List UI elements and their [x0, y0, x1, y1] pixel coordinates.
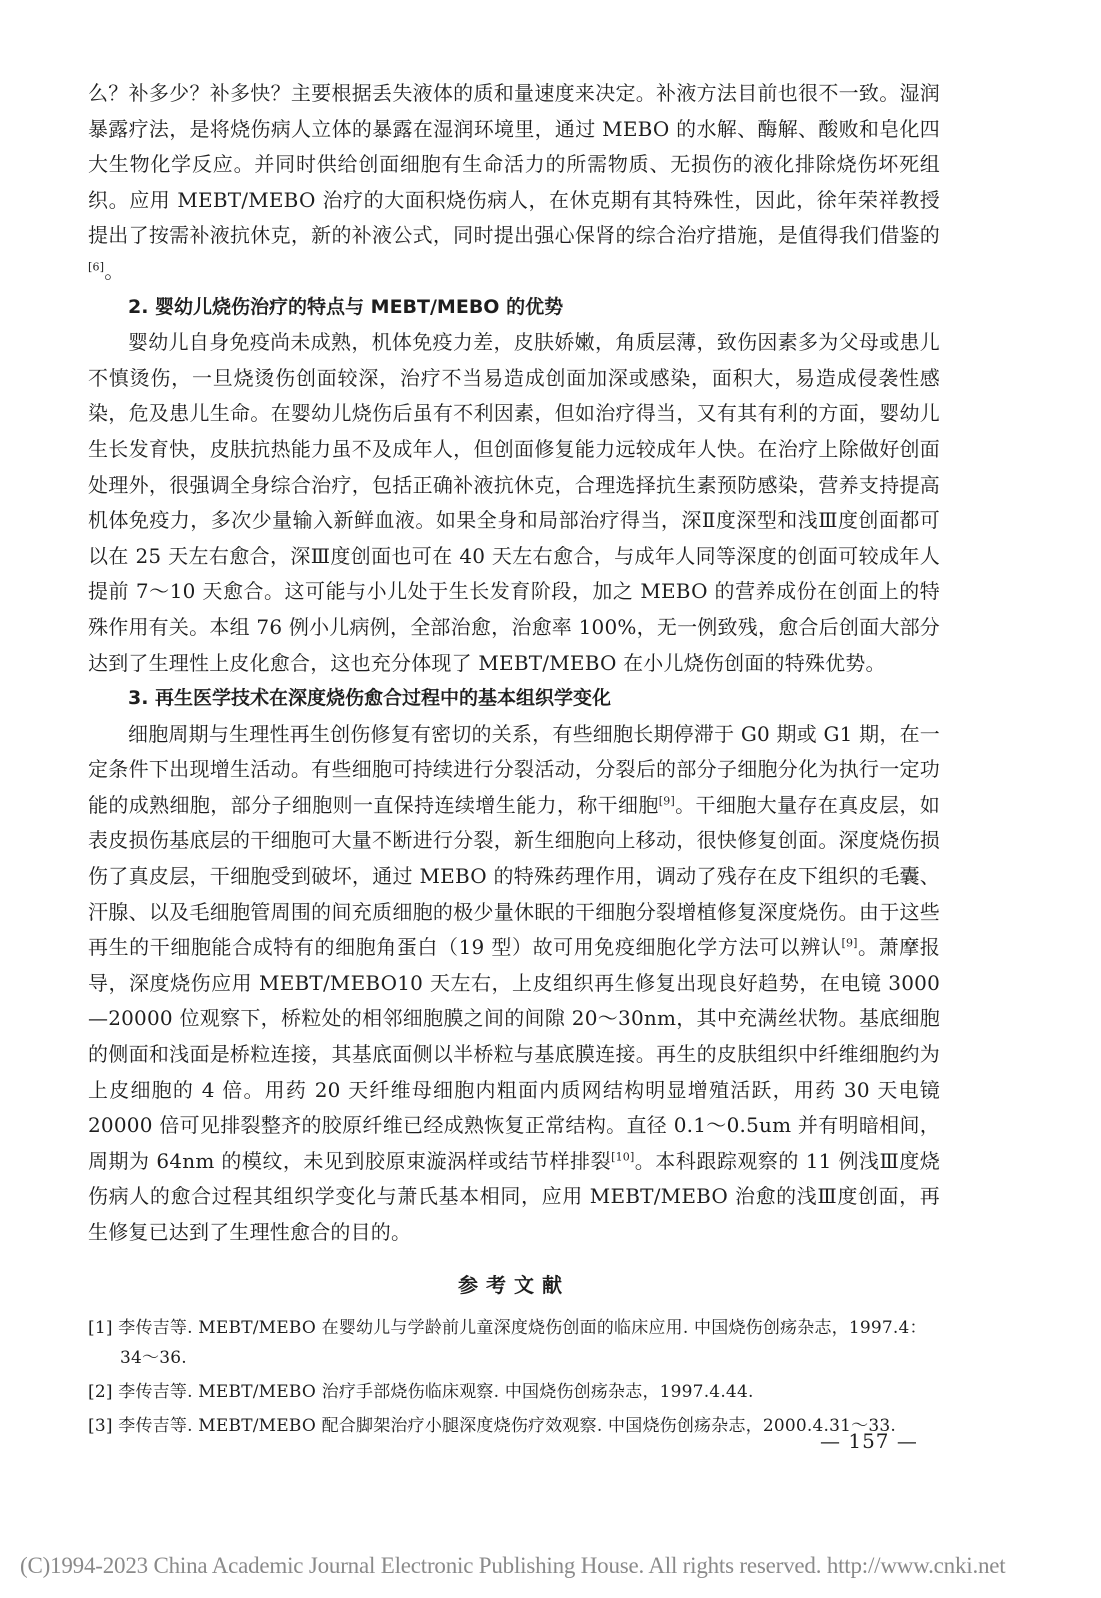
paragraph-text: 么？补多少？补多快？主要根据丢失液体的质和量速度来决定。补液方法目前也很不一致。湿润暴露疗法，是将烧伤病人立体的暴露在湿润环境里，通过 MEBO 的水解、酶解、酸败和皂化四大生物化学反应。并同时供给创面细胞有生命活力的所需物质、无损伤的液化排除烧伤坏死组织。应用 MEBT/MEBO 治疗的大面积烧伤病人，在休克期有其特殊性，因此，徐年荣祥教授提出了按需补液抗休克，新的补液公式，同时提出强心保肾的综合治疗措施，是值得我们借鉴的	[88, 81, 940, 248]
page-content	[88, 76, 940, 1441]
section-heading-2: 2. 婴幼儿烧伤治疗的特点与 MEBT/MEBO 的优势	[128, 295, 564, 318]
reference-item: [3] 李传吉等. MEBT/MEBO 配合脚架治疗小腿深度烧伤疗效观察. 中国烧伤创疡杂志，2000.4.31～33.	[88, 1415, 896, 1436]
citation: [6]	[88, 260, 105, 274]
body-paragraph-3	[88, 717, 940, 1251]
reference-item: [2] 李传吉等. MEBT/MEBO 治疗手部烧伤临床观察. 中国烧伤创疡杂志，1997.4.44.	[88, 1381, 754, 1402]
citation: [9]	[841, 936, 858, 950]
reference-list	[88, 1313, 940, 1441]
body-paragraph-2: 婴幼儿自身免疫尚未成熟，机体免疫力差，皮肤娇嫩，角质层薄，致伤因素多为父母或患儿不慎烫伤，一旦烧烫伤创面较深，治疗不当易造成创面加深或感染，面积大，易造成侵袭性感染，危及患儿生命。在婴幼儿烧伤后虽有不利因素，但如治疗得当，又有其有利的方面，婴幼儿生长发育快，皮肤抗热能力虽不及成年人，但创面修复能力远较成年人快。在治疗上除做好创面处理外，很强调全身综合治疗，包括正确补液抗休克，合理选择抗生素预防感染，营养支持提高机体免疫力，多次少量输入新鲜血液。如果全身和局部治疗得当，深Ⅱ度深型和浅Ⅲ度创面都可以在 25 天左右愈合，深Ⅲ度创面也可在 40 天左右愈合，与成年人同等深度的创面可较成年人提前 7～10 天愈合。这可能与小儿处于生长发育阶段，加之 MEBO 的营养成份在创面上的特殊作用有关。本组 76 例小儿病例，全部治愈，治愈率 100%，无一例致残，愈合后创面大部分达到了生理性上皮化愈合，这也充分体现了 MEBT/MEBO 在小儿烧伤创面的特殊优势。	[88, 330, 940, 675]
paragraph-text: 。干细胞大量存在真皮层，如表皮损伤基底层的干细胞可大量不断进行分裂，新生细胞向上移动，很快修复创面。深度烧伤损伤了真皮层，干细胞受到破坏，通过 MEBO 的特殊药理作用，调动了残存在皮下组织的毛囊、汗腺、以及毛细胞管周围的间充质细胞的极少量休眠的干细胞分裂增植修复深度烧伤。由于这些再生的干细胞能合成特有的细胞角蛋白（19 型）故可用免疫细胞化学方法可以辨认	[88, 792, 940, 960]
citation: [10]	[611, 1150, 635, 1164]
paragraph-text: 。本科跟踪观察的 11 例浅Ⅲ度烧伤病人的愈合过程其组织学变化与萧氏基本相同，应用 MEBT/MEBO 治愈的浅Ⅲ度创面，再生修复已达到了生理性愈合的目的。	[88, 1148, 941, 1244]
paragraph-text: 细胞周期与生理性再生创伤修复有密切的关系，有些细胞长期停滞于 G0 期或 G1 期，在一定条件下出现增生活动。有些细胞可持续进行分裂活动，分裂后的部分子细胞分化为执行一定功能的成熟细胞，部分子细胞则一直保持连续增生能力，称干细胞	[88, 721, 940, 817]
citation: [9]	[658, 794, 675, 808]
body-paragraph-1	[88, 76, 940, 290]
references-title: 参考文献	[458, 1272, 570, 1297]
page-number: — 157 —	[820, 1429, 918, 1453]
paragraph-text: 。萧摩报导，深度烧伤应用 MEBT/MEBO10 天左右，上皮组织再生修复出现良好趋势，在电镜 3000—20000 位观察下，桥粒处的相邻细胞膜之间的间隙 20～30nm，其中充满丝状物。基底细胞的侧面和浅面是桥粒连接，其基底面侧以半桥粒与基底膜连接。再生的皮肤组织中纤维细胞约为上皮细胞的 4 倍。用药 20 天纤维母细胞内粗面内质网结构明显增殖活跃，用药 30 天电镜 20000 倍可见排裂整齐的胶原纤维已经成熟恢复正常结构。直径 0.1～0.5um 并有明暗相间，周期为 64nm 的模纹，未见到胶原束漩涡样或结节样排裂	[88, 935, 941, 1173]
copyright-footer: (C)1994-2023 China Academic Journal Electronic Publishing House. All rights reserved. http://www.cnki.net	[20, 1553, 1006, 1578]
reference-item: [1] 李传吉等. MEBT/MEBO 在婴幼儿与学龄前儿童深度烧伤创面的临床应用. 中国烧伤创疡杂志，1997.4：34～36.	[88, 1317, 927, 1368]
paragraph-text: 。	[104, 258, 125, 283]
section-heading-3: 3. 再生医学技术在深度烧伤愈合过程中的基本组织学变化	[128, 687, 612, 710]
